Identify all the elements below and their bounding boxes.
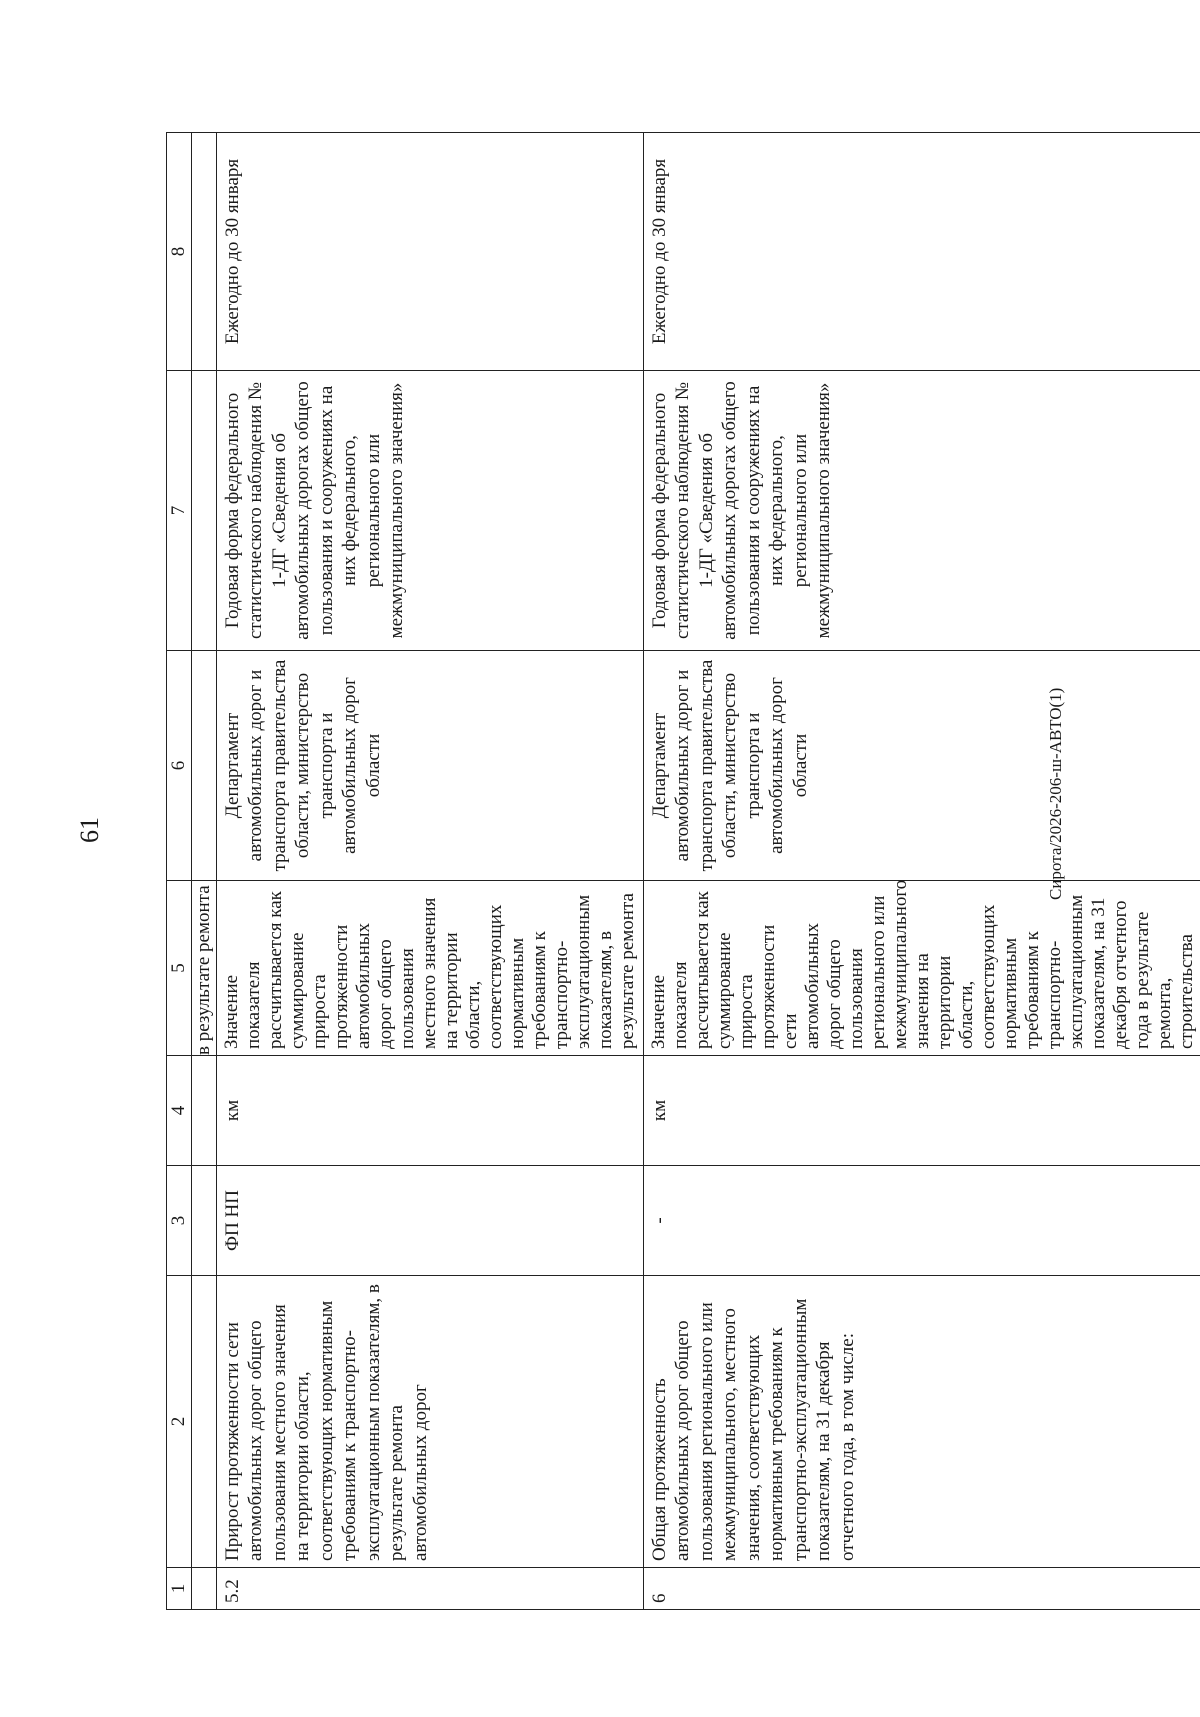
row-number: 5.2	[216, 1568, 643, 1610]
calculation-method: Значение показателя рассчитывается как суммирование прироста протяженности автомобильных дорог общего пользования местного значения на территории области, соответствующих нормативным требованиям к транспортно-эксплуатационным показателям, в результате ремонта	[216, 881, 643, 1056]
empty-cell	[192, 1276, 217, 1568]
indicator-name: Общая протяженность автомобильных дорог общего пользования регионального или межмуниципального, местного значения, соответствующих нормативным требованиям к транспортно-эксплуатационным показателям, на 31 декабря отчетного года, в том числе:	[643, 1276, 1200, 1568]
empty-cell	[192, 1568, 217, 1610]
row-number: 6	[643, 1568, 1200, 1610]
page-number: 61	[75, 817, 104, 843]
table-row	[643, 133, 1200, 1610]
reporting-form: Годовая форма федерального статистического наблюдения № 1-ДГ «Сведения об автомобильных дорогах общего пользования и сооружениях на них федерального, регионального или межмуниципального значения»	[216, 371, 643, 651]
source: -	[643, 1166, 1200, 1276]
empty-cell	[192, 1056, 217, 1166]
column-header: 7	[167, 371, 192, 651]
unit: км	[216, 1056, 643, 1166]
responsible: Департамент автомобильных дорог и транспорта правительства области, министерство транспорта и автомобильных дорог области	[216, 651, 643, 881]
source: ФП НП	[216, 1166, 643, 1276]
document-footer: Сирота/2026-206-ш-АВТО(1)	[1046, 687, 1065, 900]
calculation-method: Значение показателя рассчитывается как суммирование прироста протяженности сети автомобильных дорог общего пользования регионального или межмуниципального значения на территории области, соответствующих нормативным требованиям к транспортно-эксплуатационным показателям, на 31 декабря отчетного года в результате ремонта, строительства	[643, 881, 1200, 1056]
empty-cell	[192, 133, 217, 371]
unit: км	[643, 1056, 1200, 1166]
column-header: 8	[167, 133, 192, 371]
empty-cell	[192, 371, 217, 651]
period: Ежегодно до 30 января	[216, 133, 643, 371]
header-row	[167, 133, 192, 1610]
column-header: 3	[167, 1166, 192, 1276]
reporting-form: Годовая форма федерального статистического наблюдения № 1-ДГ «Сведения об автомобильных дорогах общего пользования и сооружениях на них федерального, регионального или межмуниципального значения»	[643, 371, 1200, 651]
column-header: 1	[167, 1568, 192, 1610]
continuation-row	[192, 133, 217, 1610]
empty-cell	[192, 1166, 217, 1276]
column-header: 5	[167, 881, 192, 1056]
empty-cell	[192, 651, 217, 881]
column-header: 4	[167, 1056, 192, 1166]
column-header: 6	[167, 651, 192, 881]
continuation-text: в результате ремонта	[192, 881, 217, 1056]
column-header: 2	[167, 1276, 192, 1568]
indicator-name: Прирост протяженности сети автомобильных дорог общего пользования местного значения на территории области, соответствующих нормативным требованиям к транспортно-эксплуатационным показателям, в результате ремонта автомобильных дорог	[216, 1276, 643, 1568]
indicators-table	[166, 133, 1197, 1610]
table-row	[216, 133, 643, 1610]
responsible: Департамент автомобильных дорог и транспорта правительства области, министерство транспорта и автомобильных дорог области	[643, 651, 1200, 881]
period: Ежегодно до 30 января	[643, 133, 1200, 371]
